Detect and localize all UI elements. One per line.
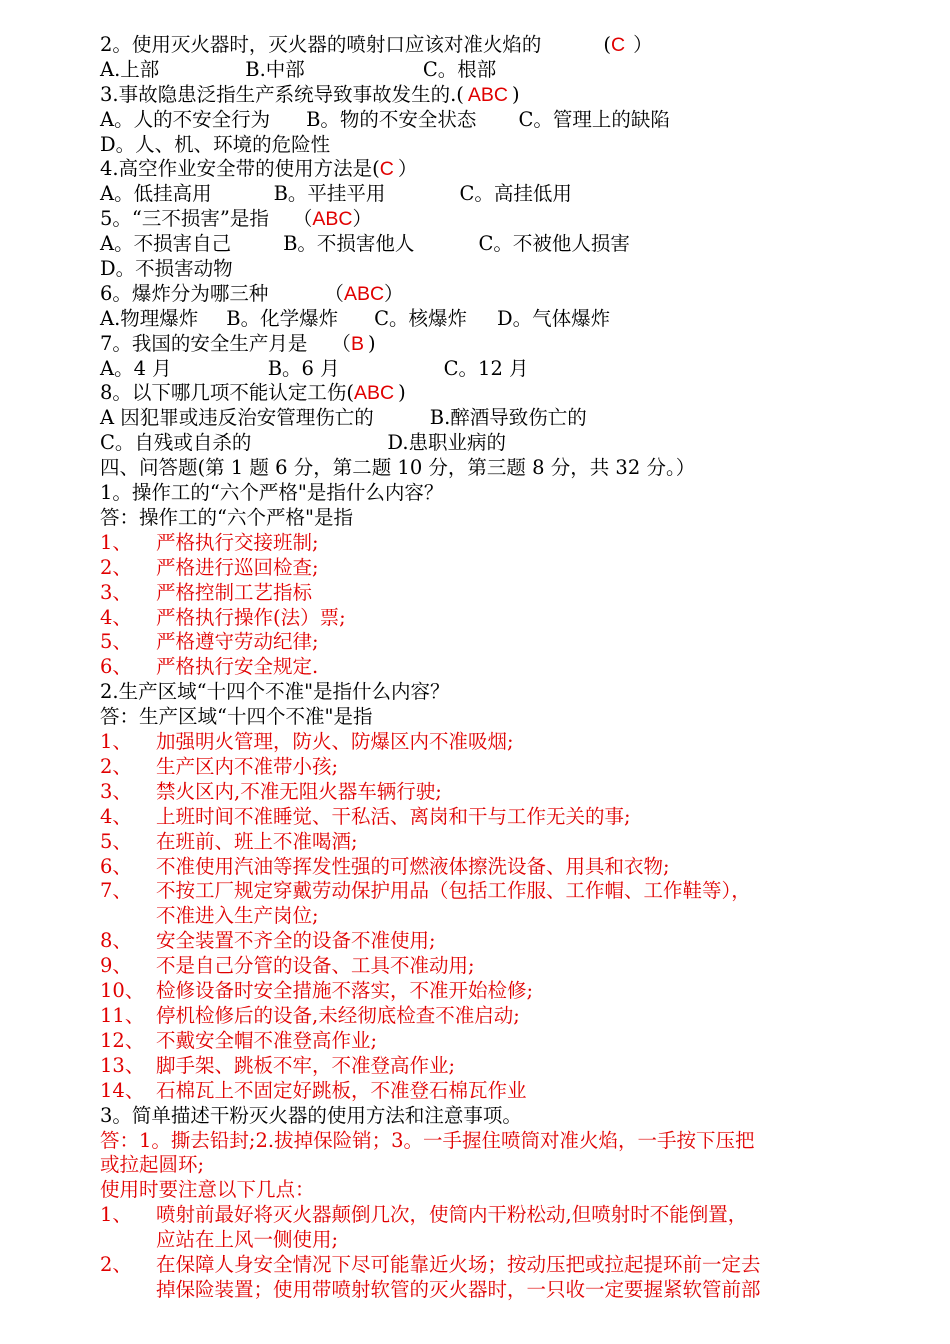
item-number: 2、	[100, 555, 132, 579]
item-number: 1、	[100, 1203, 132, 1227]
question-3	[100, 83, 860, 108]
paren-close: ）	[633, 33, 653, 56]
item-number: 5、	[100, 829, 132, 853]
option-a: A。人的不安全行为	[100, 107, 271, 131]
paren-open: (	[603, 33, 612, 56]
options-row	[100, 108, 860, 133]
item-text: 严格控制工艺指标	[156, 580, 313, 604]
option-b: B。物的不安全状态	[306, 107, 477, 131]
options-row	[100, 133, 860, 158]
list-item-continuation	[100, 1228, 860, 1253]
qa1-answer-list	[100, 531, 860, 680]
qa3-answer-line: 答：1。撕去铅封;2.拔掉保险销；3。一手握住喷筒对准火焰，一手按下压把	[100, 1128, 755, 1152]
item-text: 掉保险装置；使用带喷射软管的灭火器时，一只收一定要握紧软管前部	[156, 1277, 761, 1301]
options-row	[100, 58, 860, 83]
option-d: D。气体爆炸	[497, 306, 611, 330]
option-a: A.物理爆炸	[100, 306, 199, 330]
options-row	[100, 307, 860, 332]
question-5	[100, 207, 860, 232]
option-d: D.患职业病的	[387, 431, 507, 455]
item-number: 4、	[100, 804, 132, 828]
item-text: 应站在上风一侧使用;	[156, 1228, 339, 1252]
item-text: 检修设备时安全措施不落实，不准开始检修;	[156, 979, 534, 1003]
list-item-continuation	[100, 904, 860, 929]
paren-close: ）	[397, 157, 418, 181]
question-text: 4.高空作业安全带的使用方法是(	[100, 157, 380, 181]
question-text: 3.事故隐患泛指生产系统导致事故发生的.(	[100, 82, 464, 106]
item-text: 生产区内不准带小孩;	[156, 754, 339, 778]
item-number: 3、	[100, 779, 132, 803]
list-item	[100, 855, 860, 880]
item-number: 5、	[100, 630, 132, 654]
item-number: 3、	[100, 580, 132, 604]
options-row	[100, 357, 860, 382]
qa2-question: 2.生产区域“十四个不准"是指什么内容？	[100, 680, 450, 704]
question-text: 8。以下哪几项不能认定工伤(	[100, 381, 355, 405]
question-7	[100, 332, 860, 357]
item-text: 不是自己分管的设备、工具不准动用;	[156, 954, 475, 978]
item-text: 石棉瓦上不固定好跳板，不准登石棉瓦作业	[156, 1078, 527, 1102]
item-number: 14、	[100, 1078, 145, 1102]
option-c: C。12 月	[443, 356, 529, 380]
qa3-notes-list	[100, 1203, 860, 1303]
section-title: 四、问答题(第 1 题 6 分，第二题 10 分，第三题 8 分，共 32 分。）	[100, 456, 696, 480]
answer-mark: B	[350, 332, 364, 355]
question-8	[100, 381, 860, 406]
list-item	[100, 606, 860, 631]
option-c: C。不被他人损害	[478, 232, 630, 256]
answer-mark: C	[379, 158, 394, 181]
question-2	[100, 33, 860, 58]
qa3-notes-intro: 使用时要注意以下几点：	[100, 1178, 315, 1202]
item-text: 不按工厂规定穿戴劳动保护用品（包括工作服、工作帽、工作鞋等），	[156, 879, 751, 903]
answer-mark: ABC	[312, 208, 353, 231]
option-c: C。高挂低用	[459, 182, 572, 206]
item-number: 8、	[100, 929, 132, 953]
list-item	[100, 556, 860, 581]
item-number: 6、	[100, 655, 132, 679]
list-item	[100, 780, 860, 805]
item-text: 不准使用汽油等挥发性强的可燃液体擦洗设备、用具和衣物;	[156, 854, 670, 878]
paren-open: （	[331, 331, 351, 355]
list-item	[100, 929, 860, 954]
answer-mark: ABC	[354, 382, 395, 405]
options-row	[100, 182, 860, 207]
list-item-continuation	[100, 1278, 860, 1303]
paren-close: ）	[384, 281, 404, 305]
paren-close: )	[512, 82, 520, 106]
item-text: 不戴安全帽不准登高作业;	[156, 1028, 378, 1052]
paren-close: )	[367, 331, 376, 355]
qa3-answer-line: 或拉起圆环;	[100, 1153, 205, 1177]
question-text: 7。我国的安全生产月是	[100, 331, 308, 355]
list-item	[100, 954, 860, 979]
question-6	[100, 282, 860, 307]
option-b: B。不损害他人	[283, 232, 415, 256]
qa1-answer-intro: 答：操作工的“六个严格"是指	[100, 505, 353, 529]
item-text: 在班前、班上不准喝酒;	[156, 829, 358, 853]
list-item	[100, 979, 860, 1004]
item-text: 禁火区内,不准无阻火器车辆行驶;	[156, 779, 442, 803]
document-page	[100, 33, 860, 1303]
item-number: 4、	[100, 605, 132, 629]
qa1-question: 1。操作工的“六个严格"是指什么内容？	[100, 481, 444, 505]
list-item	[100, 755, 860, 780]
list-item	[100, 630, 860, 655]
option-a: A。不损害自己	[100, 232, 232, 256]
option-c: C。根部	[422, 57, 497, 81]
list-item	[100, 655, 860, 680]
list-item	[100, 1203, 860, 1228]
list-item	[100, 1253, 860, 1278]
options-row	[100, 232, 860, 257]
option-c: C。自残或自杀的	[100, 431, 252, 455]
list-item	[100, 879, 860, 904]
list-item	[100, 805, 860, 830]
option-b: B。平挂平用	[273, 182, 386, 206]
option-a: A 因犯罪或违反治安管理伤亡的	[100, 406, 374, 430]
list-item	[100, 581, 860, 606]
option-a: A。4 月	[100, 356, 172, 380]
item-text: 上班时间不准睡觉、干私活、离岗和干与工作无关的事;	[156, 804, 631, 828]
list-item	[100, 1029, 860, 1054]
item-text: 安全装置不齐全的设备不准使用;	[156, 929, 436, 953]
item-number: 6、	[100, 854, 132, 878]
item-text: 加强明火管理，防火、防爆区内不准吸烟;	[156, 730, 514, 754]
question-text: 5。“三不损害”是指	[100, 207, 269, 231]
item-number: 10、	[100, 979, 145, 1003]
list-item	[100, 1004, 860, 1029]
option-b: B。6 月	[267, 356, 340, 380]
answer-mark: C	[611, 34, 626, 56]
item-number: 1、	[100, 730, 132, 754]
item-text: 严格执行交接班制;	[156, 530, 319, 554]
item-number: 13、	[100, 1053, 145, 1077]
item-number: 11、	[100, 1004, 145, 1027]
item-text: 严格执行操作(法）票;	[156, 605, 346, 629]
list-item	[100, 830, 860, 855]
item-number: 12、	[100, 1028, 145, 1052]
item-text: 喷射前最好将灭火器颠倒几次，使筒内干粉松动,但喷射时不能倒置，	[156, 1203, 748, 1227]
item-number: 7、	[100, 879, 132, 903]
options-row	[100, 406, 860, 431]
qa3-question: 3。简单描述干粉灭火器的使用方法和注意事项。	[100, 1103, 522, 1127]
qa2-answer-intro: 答：生产区域“十四个不准"是指	[100, 705, 373, 729]
item-number: 9、	[100, 954, 132, 978]
option-c: C。管理上的缺陷	[518, 107, 670, 131]
answer-mark: ABC	[343, 282, 385, 305]
list-item	[100, 1054, 860, 1079]
item-text: 停机检修后的设备,未经彻底检查不准启动;	[156, 1004, 520, 1027]
item-text: 严格执行安全规定.	[156, 655, 319, 679]
option-a: A.上部	[100, 57, 160, 81]
question-text: 2。使用灭火器时，灭火器的喷射口应该对准火焰的	[100, 33, 542, 56]
options-row	[100, 431, 860, 456]
option-b: B.醉酒导致伤亡的	[429, 406, 587, 430]
options-row	[100, 257, 860, 282]
question-text: 6。爆炸分为哪三种	[100, 281, 269, 305]
item-text: 不准进入生产岗位;	[156, 904, 319, 928]
item-text: 严格进行巡回检查;	[156, 555, 319, 579]
item-number: 1、	[100, 530, 132, 554]
question-4	[100, 157, 860, 182]
paren-close: )	[398, 381, 406, 405]
item-number: 2、	[100, 1253, 132, 1276]
list-item	[100, 730, 860, 755]
item-number: 2、	[100, 754, 132, 778]
option-d: D。人、机、环境的危险性	[100, 132, 331, 156]
option-c: C。核爆炸	[374, 306, 468, 330]
list-item	[100, 531, 860, 556]
list-item	[100, 1079, 860, 1104]
qa2-answer-list	[100, 730, 860, 1104]
item-text: 严格遵守劳动纪律;	[156, 630, 319, 654]
item-text: 在保障人身安全情况下尽可能靠近火场；按动压把或拉起提环前一定去	[156, 1253, 761, 1276]
paren-close: ）	[352, 207, 372, 231]
paren-open: （	[324, 281, 344, 305]
option-d: D。不损害动物	[100, 257, 233, 281]
answer-mark: ABC	[467, 83, 509, 106]
option-b: B。化学爆炸	[226, 306, 339, 330]
option-a: A。低挂高用	[100, 182, 212, 206]
option-b: B.中部	[245, 57, 305, 81]
item-text: 脚手架、跳板不牢，不准登高作业;	[156, 1053, 456, 1077]
paren-open: （	[292, 207, 313, 231]
